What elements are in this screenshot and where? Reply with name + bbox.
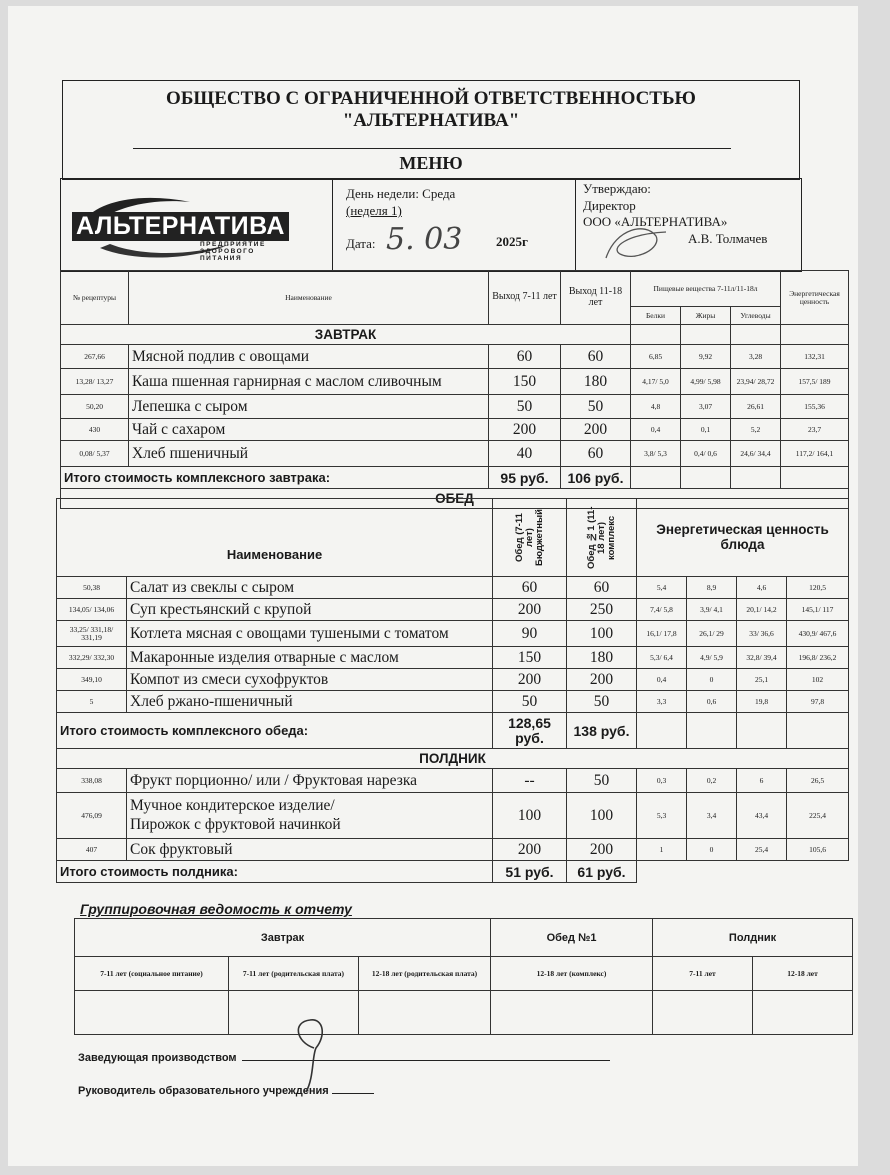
table-row: 332,29/ 332,30 Макаронные изделия отварные с маслом 150 180 5,3/ 6,4 4,9/ 5,9 32,8/ 39,4 196,8/ 236,2 (57, 647, 849, 669)
company-label: ООО «АЛЬТЕРНАТИВА» (583, 214, 728, 229)
col-carbs: Углеводы (731, 307, 781, 325)
breakfast-total-young: 95 руб. (489, 467, 561, 489)
table-row: 338,08 Фрукт порционно/ или / Фруктовая нарезка -- 50 0,3 0,2 6 26,5 (57, 769, 849, 793)
col-recipe-no: № рецептуры (61, 271, 129, 325)
org-name-line1: ОБЩЕСТВО С ОГРАНИЧЕННОЙ ОТВЕТСТВЕННОСТЬЮ (166, 88, 696, 109)
report-sub-6: 12-18 лет (753, 957, 853, 991)
school-head-label: Руководитель образовательного учреждения (78, 1085, 329, 1097)
table-row: 33,25/ 331,18/ 331,19 Котлета мясная с овощами тушеными с томатом 90 100 16,1/ 17,8 26,1/ 29 33/ 36,6 430,9/ 467,6 (57, 621, 849, 647)
col-name: Наименование (129, 271, 489, 325)
table-row: 476,09 Мучное кондитерское изделие/ Пирожок с фруктовой начинкой 100 100 5,3 3,4 43,4 225,4 (57, 793, 849, 839)
year-value: 2025г (496, 234, 528, 249)
logo-sub-2: ЗДОРОВОГО (200, 247, 255, 255)
report-sub-4: 12-18 лет (комплекс) (491, 957, 653, 991)
table-row: 5 Хлеб ржано-пшеничный 50 50 3,3 0,6 19,8 97,8 (57, 691, 849, 713)
snack-total-young: 51 руб. (493, 861, 567, 883)
table-row: 50,20 Лепешка с сыром 50 50 4,8 3,07 26,61 155,36 (61, 395, 849, 419)
col-energy: Энергетическая ценность (781, 271, 849, 325)
table-row: 267,66 Мясной подлив с овощами 60 60 6,85 9,92 3,28 132,31 (61, 345, 849, 369)
snack-title: ПОЛДНИК (57, 749, 849, 769)
logo-subtitle (200, 242, 266, 262)
snack-total-old: 61 руб. (567, 861, 637, 883)
col-protein: Белки (631, 307, 681, 325)
org-name-line2: "АЛЬТЕРНАТИВА" (342, 110, 520, 131)
lunch-total-young: 128,65 руб. (493, 713, 567, 749)
director-name: А.В. Толмачев (688, 231, 768, 246)
table-row: 50,38 Салат из свеклы с сыром 60 60 5,4 8,9 4,6 120,5 (57, 577, 849, 599)
report-cell[interactable] (491, 991, 653, 1035)
lunch-total-label: Итого стоимость комплексного обеда: (57, 713, 493, 749)
approve-label: Утверждаю: (583, 181, 651, 196)
lunch-total-old: 138 руб. (567, 713, 637, 749)
report-sub-1: 7-11 лет (социальное питание) (75, 957, 229, 991)
report-breakfast: Завтрак (75, 919, 491, 957)
table-row: 134,05/ 134,06 Суп крестьянский с крупой 200 250 7,4/ 5,8 3,9/ 4,1 20,1/ 14,2 145,1/ 117 (57, 599, 849, 621)
breakfast-total-old: 106 руб. (561, 467, 631, 489)
breakfast-table (60, 270, 849, 509)
report-snack: Полдник (653, 919, 853, 957)
production-head-label: Заведующая производством (78, 1052, 237, 1064)
report-cell[interactable] (75, 991, 229, 1035)
report-title: Группировочная ведомость к отчету (80, 901, 352, 917)
lunch-col-name: Наименование (57, 499, 493, 577)
report-lunch: Обед №1 (491, 919, 653, 957)
logo-sub-1: ПРЕДПРИЯТИЕ (200, 241, 266, 248)
director-signature-icon (596, 218, 686, 268)
report-sub-3: 12-18 лет (родительская плата) (359, 957, 491, 991)
date-label: Дата: (346, 236, 376, 251)
lunch-col-young: Обед (7-11 лет) Бюджетный (493, 499, 567, 577)
table-row: 349,10 Компот из смеси сухофруктов 200 200 0,4 0 25,1 102 (57, 669, 849, 691)
col-out-old: Выход 11-18 лет (561, 271, 631, 325)
breakfast-total-label: Итого стоимость комплексного завтрака: (61, 467, 489, 489)
report-sub-5: 7-11 лет (653, 957, 753, 991)
production-signature-icon (276, 1008, 356, 1098)
info-divider-1 (332, 178, 333, 272)
table-row: 0,08/ 5,37 Хлеб пшеничный 40 60 3,8/ 5,3 0,4/ 0,6 24,6/ 34,4 117,2/ 164,1 (61, 441, 849, 467)
date-value: 5. 03 (386, 222, 463, 257)
table-row: 13,28/ 13,27 Каша пшенная гарнирная с маслом сливочным 150 180 4,17/ 5,0 4,99/ 5,98 23,94/ 28,72 157,5/ 189 (61, 369, 849, 395)
logo-sub-3: ПИТАНИЯ (200, 254, 243, 262)
company-logo (70, 186, 320, 266)
header-divider (133, 148, 731, 149)
col-fat: Жиры (681, 307, 731, 325)
lunch-col-old: Обед №1 (11-18 лет) комплекс (567, 499, 637, 577)
logo-text: АЛЬТЕРНАТИВА (72, 212, 289, 241)
week-number: (неделя 1) (346, 203, 402, 218)
report-cell[interactable] (359, 991, 491, 1035)
report-cell[interactable] (653, 991, 753, 1035)
report-sub-2: 7-11 лет (родительская плата) (229, 957, 359, 991)
col-out-young: Выход 7-11 лет (489, 271, 561, 325)
lunch-col-energy: Энергетическая ценность блюда (637, 499, 849, 577)
lunch-title: ОБЕД (61, 489, 849, 509)
day-of-week: День недели: Среда (346, 186, 456, 201)
director-label: Директор (583, 198, 636, 213)
report-cell[interactable] (753, 991, 853, 1035)
table-row: 407 Сок фруктовый 200 200 1 0 25,4 105,6 (57, 839, 849, 861)
report-table (74, 918, 853, 1035)
menu-title: МЕНЮ (399, 153, 463, 173)
lunch-table (56, 498, 849, 883)
table-row: 430 Чай с сахаром 200 200 0,4 0,1 5,2 23,7 (61, 419, 849, 441)
breakfast-title: ЗАВТРАК (61, 325, 631, 345)
snack-total-label: Итого стоимость полдника: (57, 861, 493, 883)
col-nutrients: Пищевые вещества 7-11л/11-18л (631, 271, 781, 307)
info-divider-2 (575, 178, 576, 272)
